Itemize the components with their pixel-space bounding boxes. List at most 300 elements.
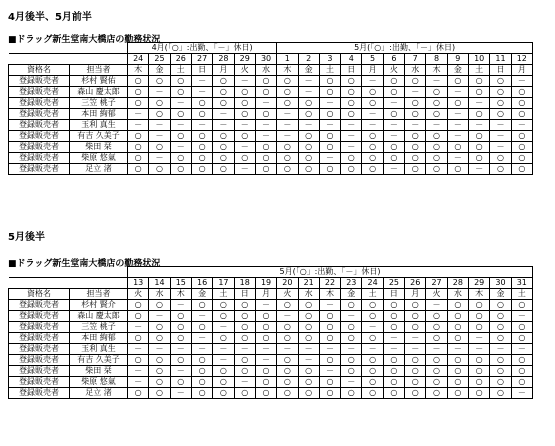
attendance-mark-cell: ○ — [405, 142, 426, 153]
attendance-mark-cell: ○ — [405, 388, 426, 399]
attendance-mark-cell: ○ — [490, 355, 511, 366]
attendance-mark-cell: ○ — [490, 98, 511, 109]
table-row — [9, 377, 533, 388]
qualification-cell: 登録販売者 — [9, 300, 70, 311]
attendance-mark-cell: － — [255, 120, 276, 131]
attendance-mark-cell: ○ — [128, 87, 149, 98]
attendance-mark-cell: ○ — [426, 377, 447, 388]
attendance-mark-cell: ○ — [234, 153, 255, 164]
attendance-mark-cell: ○ — [213, 333, 234, 344]
attendance-mark-cell: ○ — [469, 76, 490, 87]
day-number-row — [9, 278, 533, 289]
attendance-mark-cell: ○ — [362, 153, 383, 164]
attendance-mark-cell: ○ — [298, 366, 319, 377]
attendance-mark-cell: ○ — [234, 87, 255, 98]
attendance-mark-cell: ○ — [469, 109, 490, 120]
attendance-mark-cell: ○ — [170, 311, 191, 322]
attendance-mark-cell: ○ — [341, 153, 362, 164]
attendance-mark-cell: － — [255, 300, 276, 311]
table-row — [9, 388, 533, 399]
attendance-mark-cell: ○ — [469, 153, 490, 164]
attendance-mark-cell: ○ — [426, 333, 447, 344]
attendance-mark-cell: ○ — [234, 322, 255, 333]
attendance-mark-cell: － — [191, 311, 212, 322]
month-group-row — [9, 43, 533, 54]
attendance-mark-cell: ○ — [149, 109, 170, 120]
attendance-mark-cell: － — [213, 120, 234, 131]
attendance-mark-cell: ○ — [447, 366, 468, 377]
period1-store-title: ■ドラッグ新生堂南大橋店の勤務状況 — [8, 35, 161, 45]
period2-store-title: ■ドラッグ新生堂南大橋店の勤務状況 — [8, 259, 161, 269]
attendance-mark-cell: ○ — [490, 109, 511, 120]
day-number-cell: 17 — [213, 278, 234, 289]
attendance-mark-cell: － — [426, 344, 447, 355]
attendance-mark-cell: － — [191, 120, 212, 131]
weekday-cell: 水 — [405, 65, 426, 76]
person-name-cell: 玉利 真生 — [70, 344, 128, 355]
weekday-cell: 金 — [490, 289, 511, 300]
qualification-cell: 登録販売者 — [9, 153, 70, 164]
attendance-mark-cell: ○ — [234, 333, 255, 344]
attendance-mark-cell: － — [511, 311, 532, 322]
attendance-mark-cell: ○ — [128, 142, 149, 153]
attendance-mark-cell: ○ — [191, 142, 212, 153]
attendance-mark-cell: ○ — [447, 333, 468, 344]
attendance-mark-cell: ○ — [511, 377, 532, 388]
attendance-mark-cell: ○ — [447, 164, 468, 175]
attendance-mark-cell: ○ — [255, 377, 276, 388]
attendance-mark-cell: － — [170, 344, 191, 355]
weekday-cell: 金 — [447, 65, 468, 76]
table-row — [9, 344, 533, 355]
person-name-cell: 柴原 悠氣 — [70, 377, 128, 388]
attendance-mark-cell: ○ — [426, 355, 447, 366]
attendance-mark-cell: ○ — [319, 377, 340, 388]
day-number-cell: 30 — [490, 278, 511, 289]
day-number-row — [9, 54, 533, 65]
attendance-mark-cell: － — [341, 131, 362, 142]
attendance-mark-cell: － — [490, 120, 511, 131]
attendance-mark-cell: ○ — [405, 109, 426, 120]
corner-cell — [9, 54, 128, 65]
attendance-mark-cell: ○ — [149, 142, 170, 153]
attendance-mark-cell: ○ — [213, 300, 234, 311]
table-row — [9, 311, 533, 322]
attendance-mark-cell: － — [170, 142, 191, 153]
day-number-cell: 31 — [511, 278, 532, 289]
attendance-mark-cell: － — [490, 131, 511, 142]
attendance-mark-cell: － — [191, 76, 212, 87]
attendance-mark-cell: ○ — [170, 76, 191, 87]
attendance-mark-cell: ○ — [362, 377, 383, 388]
person-name-cell: 足立 渚 — [70, 388, 128, 399]
attendance-mark-cell: － — [426, 300, 447, 311]
attendance-mark-cell: ○ — [191, 300, 212, 311]
attendance-mark-cell: － — [298, 87, 319, 98]
attendance-mark-cell: － — [277, 344, 298, 355]
attendance-mark-cell: ○ — [319, 355, 340, 366]
attendance-mark-cell: ○ — [298, 153, 319, 164]
attendance-mark-cell: ○ — [149, 76, 170, 87]
attendance-mark-cell: － — [469, 120, 490, 131]
attendance-mark-cell: ○ — [234, 388, 255, 399]
attendance-mark-cell: － — [234, 76, 255, 87]
weekday-cell: 火 — [128, 289, 149, 300]
weekday-cell: 金 — [341, 289, 362, 300]
day-number-cell: 26 — [405, 278, 426, 289]
attendance-mark-cell: ○ — [298, 98, 319, 109]
weekday-cell: 火 — [277, 289, 298, 300]
attendance-mark-cell: ○ — [405, 131, 426, 142]
attendance-mark-cell: ○ — [298, 322, 319, 333]
day-number-cell: 14 — [149, 278, 170, 289]
attendance-mark-cell: ○ — [490, 377, 511, 388]
attendance-mark-cell: ○ — [426, 311, 447, 322]
attendance-mark-cell: ○ — [511, 153, 532, 164]
attendance-mark-cell: ○ — [383, 76, 404, 87]
weekday-cell: 日 — [191, 65, 212, 76]
attendance-mark-cell: ○ — [213, 153, 234, 164]
qualification-header: 資格名 — [9, 65, 70, 76]
attendance-mark-cell: ○ — [362, 131, 383, 142]
attendance-mark-cell: ○ — [213, 98, 234, 109]
table-row — [9, 333, 533, 344]
person-name-cell: 有吉 久美子 — [70, 131, 128, 142]
attendance-mark-cell: － — [255, 355, 276, 366]
weekday-cell: 土 — [511, 289, 532, 300]
qualification-cell: 登録販売者 — [9, 322, 70, 333]
month-label-april: 4月(「○」:出勤、「－」休日) — [128, 43, 277, 54]
attendance-mark-cell: ○ — [213, 87, 234, 98]
attendance-mark-cell: ○ — [319, 142, 340, 153]
attendance-mark-cell: － — [298, 355, 319, 366]
weekday-cell: 土 — [362, 289, 383, 300]
attendance-mark-cell: ○ — [277, 388, 298, 399]
day-number-cell: 19 — [255, 278, 276, 289]
attendance-mark-cell: ○ — [426, 87, 447, 98]
attendance-mark-cell: ○ — [341, 87, 362, 98]
weekday-cell: 木 — [170, 289, 191, 300]
day-number-cell: 22 — [319, 278, 340, 289]
weekday-cell: 日 — [490, 65, 511, 76]
attendance-mark-cell: － — [170, 300, 191, 311]
day-number-cell: 9 — [447, 54, 468, 65]
day-number-cell: 24 — [362, 278, 383, 289]
attendance-mark-cell: ○ — [149, 98, 170, 109]
attendance-mark-cell: ○ — [149, 355, 170, 366]
attendance-mark-cell: ○ — [341, 98, 362, 109]
attendance-mark-cell: ○ — [234, 109, 255, 120]
attendance-mark-cell: － — [447, 344, 468, 355]
weekday-cell: 日 — [341, 65, 362, 76]
attendance-mark-cell: ○ — [277, 153, 298, 164]
attendance-mark-cell: ○ — [341, 109, 362, 120]
attendance-mark-cell: ○ — [511, 333, 532, 344]
weekday-cell: 金 — [149, 65, 170, 76]
attendance-mark-cell: ○ — [405, 377, 426, 388]
day-number-cell: 16 — [191, 278, 212, 289]
person-name-cell: 柴田 栞 — [70, 366, 128, 377]
weekday-cell: 金 — [298, 65, 319, 76]
attendance-mark-cell: － — [149, 153, 170, 164]
day-number-cell: 3 — [319, 54, 340, 65]
attendance-mark-cell: － — [383, 131, 404, 142]
attendance-mark-cell: ○ — [255, 76, 276, 87]
person-header: 担当者 — [70, 65, 128, 76]
attendance-mark-cell: ○ — [490, 333, 511, 344]
attendance-mark-cell: ○ — [298, 164, 319, 175]
attendance-mark-cell: － — [447, 120, 468, 131]
attendance-mark-cell: － — [362, 120, 383, 131]
attendance-mark-cell: ○ — [426, 109, 447, 120]
attendance-mark-cell: － — [298, 76, 319, 87]
attendance-mark-cell: ○ — [128, 388, 149, 399]
attendance-mark-cell: ○ — [511, 366, 532, 377]
day-number-cell: 4 — [341, 54, 362, 65]
attendance-mark-cell: ○ — [191, 366, 212, 377]
attendance-mark-cell: ○ — [234, 98, 255, 109]
attendance-mark-cell: ○ — [405, 98, 426, 109]
attendance-mark-cell: ○ — [341, 164, 362, 175]
attendance-mark-cell: ○ — [319, 164, 340, 175]
attendance-mark-cell: － — [255, 344, 276, 355]
day-number-cell: 24 — [128, 54, 149, 65]
attendance-mark-cell: ○ — [191, 164, 212, 175]
attendance-mark-cell: － — [234, 164, 255, 175]
attendance-mark-cell: － — [298, 344, 319, 355]
attendance-mark-cell: ○ — [383, 311, 404, 322]
day-number-cell: 25 — [149, 54, 170, 65]
day-number-cell: 7 — [405, 54, 426, 65]
attendance-mark-cell: － — [341, 344, 362, 355]
attendance-mark-cell: ○ — [191, 355, 212, 366]
attendance-mark-cell: － — [447, 153, 468, 164]
person-header: 担当者 — [70, 289, 128, 300]
attendance-mark-cell: ○ — [341, 366, 362, 377]
corner-cell — [9, 43, 128, 54]
attendance-mark-cell: ○ — [511, 142, 532, 153]
attendance-mark-cell: － — [128, 109, 149, 120]
weekday-cell: 火 — [234, 65, 255, 76]
attendance-mark-cell: ○ — [362, 311, 383, 322]
attendance-mark-cell: ○ — [277, 355, 298, 366]
attendance-mark-cell: ○ — [319, 388, 340, 399]
attendance-mark-cell: ○ — [447, 377, 468, 388]
attendance-mark-cell: ○ — [362, 388, 383, 399]
attendance-mark-cell: － — [383, 120, 404, 131]
table-row — [9, 98, 533, 109]
attendance-mark-cell: ○ — [149, 300, 170, 311]
attendance-mark-cell: ○ — [213, 377, 234, 388]
attendance-mark-cell: ○ — [362, 98, 383, 109]
person-name-cell: 本田 絢郁 — [70, 333, 128, 344]
attendance-mark-cell: － — [490, 142, 511, 153]
attendance-mark-cell: － — [234, 142, 255, 153]
attendance-mark-cell: ○ — [362, 333, 383, 344]
weekday-cell: 月 — [362, 65, 383, 76]
attendance-mark-cell: － — [469, 344, 490, 355]
attendance-mark-cell: ○ — [191, 131, 212, 142]
month-label-may: 5月(「○」:出勤、「－」休日) — [128, 267, 533, 278]
attendance-mark-cell: ○ — [405, 322, 426, 333]
attendance-mark-cell: ○ — [277, 300, 298, 311]
day-number-cell: 23 — [341, 278, 362, 289]
attendance-mark-cell: － — [469, 164, 490, 175]
attendance-mark-cell: － — [255, 131, 276, 142]
attendance-mark-cell: ○ — [426, 388, 447, 399]
attendance-mark-cell: － — [383, 344, 404, 355]
attendance-mark-cell: － — [255, 98, 276, 109]
attendance-mark-cell: ○ — [469, 87, 490, 98]
attendance-mark-cell: ○ — [447, 311, 468, 322]
person-name-cell: 三笠 桃子 — [70, 322, 128, 333]
attendance-mark-cell: ○ — [511, 131, 532, 142]
attendance-mark-cell: － — [191, 344, 212, 355]
attendance-mark-cell: － — [128, 377, 149, 388]
attendance-mark-cell: ○ — [362, 87, 383, 98]
attendance-mark-cell: － — [341, 142, 362, 153]
attendance-mark-cell: ○ — [277, 142, 298, 153]
weekday-cell: 日 — [383, 289, 404, 300]
period2-heading: 5月後半 — [8, 232, 45, 243]
attendance-mark-cell: ○ — [383, 322, 404, 333]
weekday-cell: 水 — [447, 289, 468, 300]
attendance-mark-cell: － — [149, 120, 170, 131]
attendance-mark-cell: ○ — [255, 109, 276, 120]
attendance-mark-cell: － — [405, 333, 426, 344]
person-name-cell: 杉村 賢介 — [70, 300, 128, 311]
qualification-cell: 登録販売者 — [9, 120, 70, 131]
attendance-mark-cell: ○ — [426, 164, 447, 175]
attendance-mark-cell: ○ — [298, 142, 319, 153]
attendance-mark-cell: ○ — [405, 355, 426, 366]
attendance-mark-cell: ○ — [490, 366, 511, 377]
attendance-mark-cell: ○ — [383, 300, 404, 311]
attendance-mark-cell: － — [405, 87, 426, 98]
attendance-mark-cell: ○ — [447, 98, 468, 109]
attendance-mark-cell: － — [469, 98, 490, 109]
attendance-mark-cell: － — [319, 300, 340, 311]
attendance-mark-cell: ○ — [362, 366, 383, 377]
qualification-cell: 登録販売者 — [9, 109, 70, 120]
attendance-mark-cell: ○ — [277, 76, 298, 87]
attendance-mark-cell: ○ — [170, 87, 191, 98]
qualification-cell: 登録販売者 — [9, 76, 70, 87]
attendance-mark-cell: ○ — [213, 164, 234, 175]
attendance-mark-cell: ○ — [149, 388, 170, 399]
attendance-mark-cell: ○ — [277, 333, 298, 344]
attendance-mark-cell: － — [213, 344, 234, 355]
weekday-cell: 土 — [319, 65, 340, 76]
attendance-mark-cell: ○ — [490, 322, 511, 333]
attendance-mark-cell: ○ — [490, 87, 511, 98]
attendance-mark-cell: － — [277, 120, 298, 131]
day-number-cell: 29 — [469, 278, 490, 289]
attendance-mark-cell: － — [383, 164, 404, 175]
attendance-mark-cell: － — [149, 131, 170, 142]
attendance-mark-cell: ○ — [362, 142, 383, 153]
attendance-mark-cell: ○ — [213, 131, 234, 142]
attendance-mark-cell: ○ — [128, 355, 149, 366]
attendance-mark-cell: ○ — [213, 142, 234, 153]
qualification-cell: 登録販売者 — [9, 344, 70, 355]
qualification-cell: 登録販売者 — [9, 366, 70, 377]
person-name-cell: 柴田 栞 — [70, 142, 128, 153]
attendance-mark-cell: ○ — [128, 300, 149, 311]
attendance-mark-cell: ○ — [170, 377, 191, 388]
attendance-mark-cell: ○ — [234, 311, 255, 322]
attendance-mark-cell: ○ — [490, 153, 511, 164]
table-row — [9, 300, 533, 311]
corner-cell — [9, 278, 128, 289]
attendance-mark-cell: ○ — [255, 333, 276, 344]
attendance-mark-cell: ○ — [277, 164, 298, 175]
attendance-mark-cell: ○ — [469, 366, 490, 377]
table-row — [9, 131, 533, 142]
day-number-cell: 6 — [383, 54, 404, 65]
attendance-mark-cell: ○ — [405, 311, 426, 322]
qualification-cell: 登録販売者 — [9, 355, 70, 366]
attendance-mark-cell: ○ — [213, 311, 234, 322]
weekday-cell: 水 — [149, 289, 170, 300]
day-number-cell: 2 — [298, 54, 319, 65]
attendance-mark-cell: ○ — [191, 153, 212, 164]
qualification-cell: 登録販売者 — [9, 333, 70, 344]
person-name-cell: 足立 渚 — [70, 164, 128, 175]
attendance-mark-cell: － — [511, 388, 532, 399]
attendance-mark-cell: － — [149, 311, 170, 322]
attendance-mark-cell: － — [191, 333, 212, 344]
attendance-mark-cell: ○ — [511, 98, 532, 109]
attendance-mark-cell: ○ — [490, 76, 511, 87]
weekday-cell: 木 — [277, 65, 298, 76]
attendance-mark-cell: ○ — [277, 366, 298, 377]
attendance-mark-cell: ○ — [469, 311, 490, 322]
attendance-mark-cell: － — [128, 366, 149, 377]
attendance-mark-cell: ○ — [191, 377, 212, 388]
qualification-cell: 登録販売者 — [9, 164, 70, 175]
attendance-mark-cell: ○ — [426, 131, 447, 142]
attendance-mark-cell: ○ — [128, 98, 149, 109]
weekday-cell: 月 — [405, 289, 426, 300]
attendance-mark-cell: ○ — [447, 388, 468, 399]
weekday-cell: 金 — [191, 289, 212, 300]
weekday-cell: 火 — [426, 289, 447, 300]
attendance-mark-cell: ○ — [128, 153, 149, 164]
attendance-mark-cell: ○ — [469, 388, 490, 399]
attendance-mark-cell: ○ — [383, 355, 404, 366]
attendance-mark-cell: － — [128, 344, 149, 355]
attendance-mark-cell: － — [319, 153, 340, 164]
attendance-mark-cell: ○ — [255, 311, 276, 322]
attendance-mark-cell: － — [170, 120, 191, 131]
table-row — [9, 142, 533, 153]
attendance-mark-cell: ○ — [213, 366, 234, 377]
attendance-mark-cell: ○ — [255, 322, 276, 333]
table-row — [9, 153, 533, 164]
attendance-mark-cell: ○ — [447, 300, 468, 311]
attendance-mark-cell: ○ — [362, 164, 383, 175]
table-row — [9, 322, 533, 333]
attendance-mark-cell: － — [362, 344, 383, 355]
attendance-mark-cell: － — [511, 120, 532, 131]
person-name-cell: 玉利 真生 — [70, 120, 128, 131]
attendance-mark-cell: ○ — [128, 311, 149, 322]
attendance-mark-cell: ○ — [255, 87, 276, 98]
attendance-mark-cell: ○ — [383, 87, 404, 98]
attendance-mark-cell: ○ — [511, 87, 532, 98]
attendance-mark-cell: － — [234, 377, 255, 388]
